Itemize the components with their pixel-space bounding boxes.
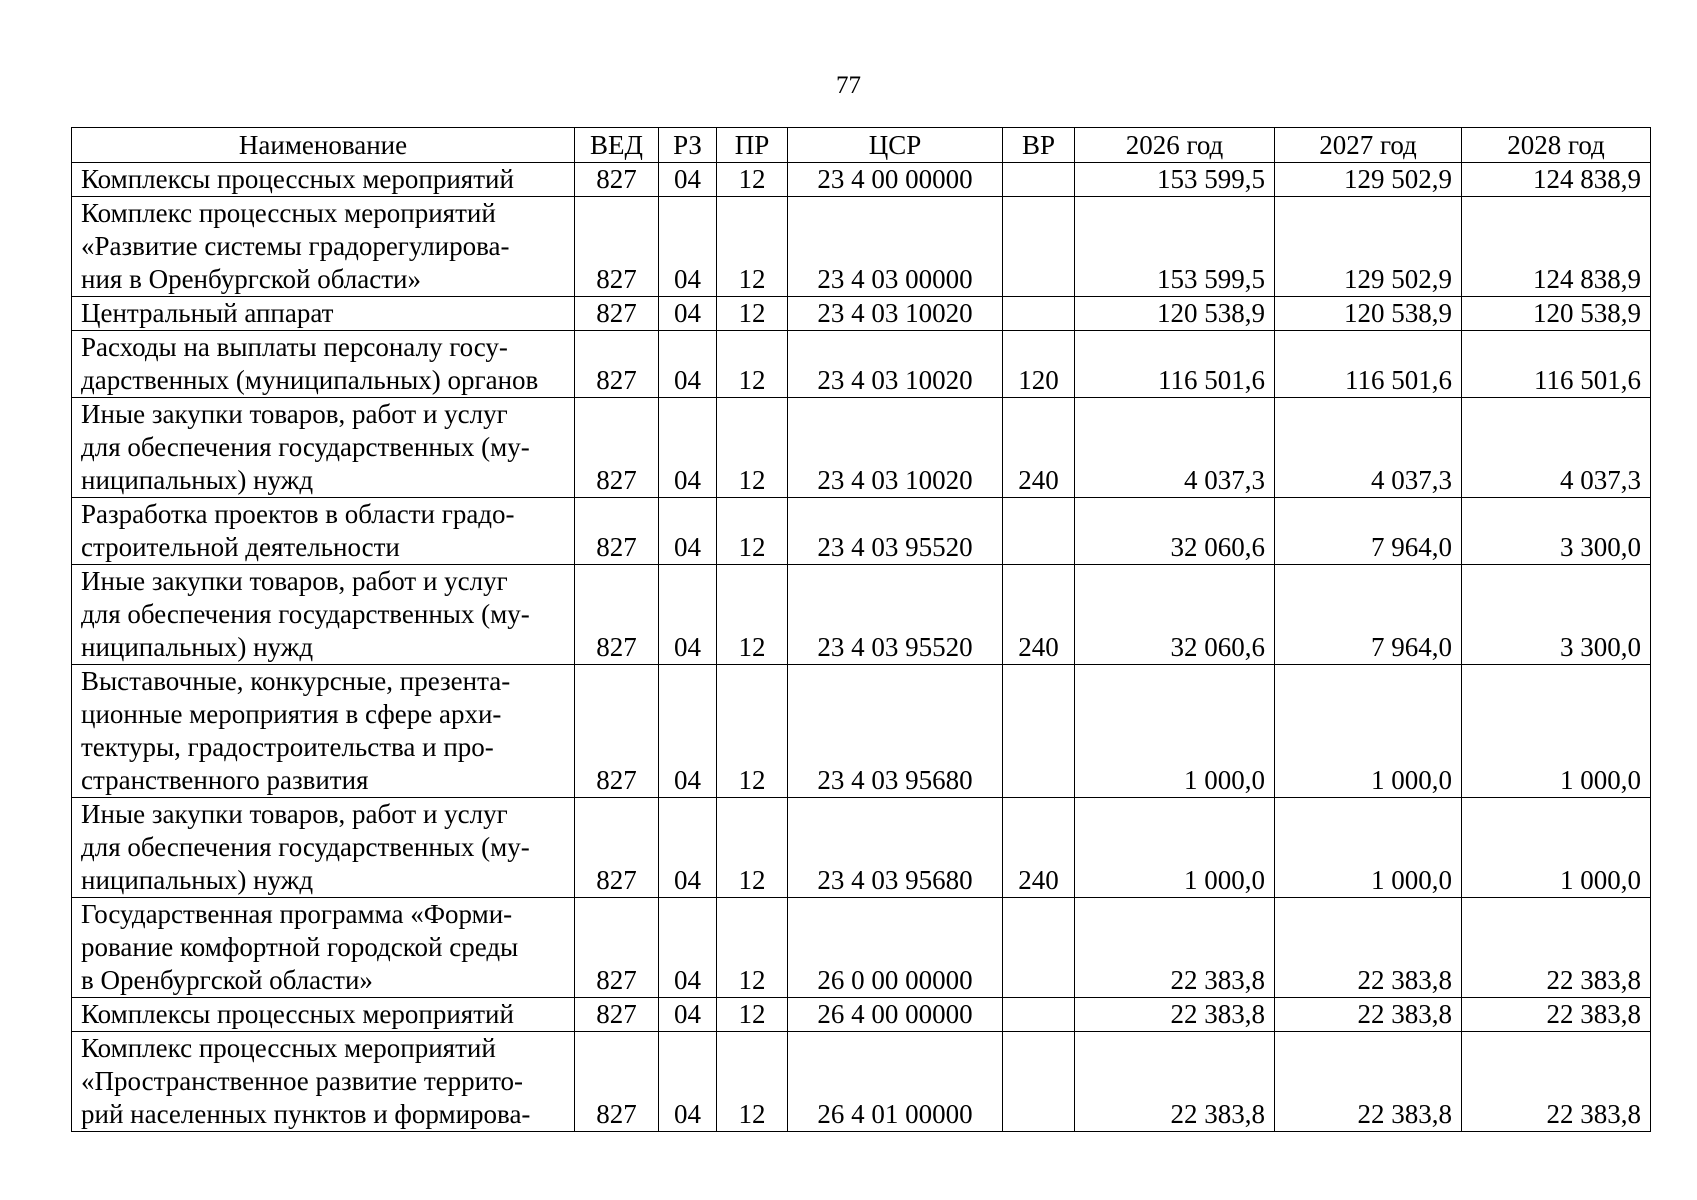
cell-2026: 22 383,8 (1075, 898, 1275, 998)
name-line: рование комфортной городской среды (81, 932, 519, 962)
cell-2028: 22 383,8 (1462, 1032, 1651, 1132)
cell-csr: 23 4 03 95520 (788, 565, 1003, 665)
header-2027: 2027 год (1275, 128, 1462, 163)
cell-pr: 12 (717, 197, 788, 297)
table-row (72, 331, 1651, 398)
cell-2027: 7 964,0 (1275, 565, 1462, 665)
table-row (72, 798, 1651, 898)
name-line: Иные закупки товаров, работ и услуг (81, 566, 508, 596)
cell-2026: 32 060,6 (1075, 565, 1275, 665)
cell-vr: 120 (1003, 331, 1075, 398)
cell-2028: 22 383,8 (1462, 898, 1651, 998)
header-name: Наименование (72, 128, 575, 163)
cell-rz: 04 (659, 898, 717, 998)
cell-2027: 120 538,9 (1275, 297, 1462, 331)
cell-ved: 827 (575, 565, 659, 665)
cell-ved: 827 (575, 331, 659, 398)
table-row (72, 398, 1651, 498)
name-line: Центральный аппарат (81, 298, 334, 328)
table-row (72, 998, 1651, 1032)
name-line: «Развитие системы градорегулирова- (81, 231, 510, 261)
name-line: Комплексы процессных мероприятий (81, 164, 514, 194)
name-line: для обеспечения государственных (му- (81, 432, 530, 462)
cell-2028: 22 383,8 (1462, 998, 1651, 1032)
cell-rz: 04 (659, 498, 717, 565)
header-2028: 2028 год (1462, 128, 1651, 163)
cell-2026: 120 538,9 (1075, 297, 1275, 331)
cell-2026: 22 383,8 (1075, 1032, 1275, 1132)
table-row (72, 498, 1651, 565)
cell-2028: 124 838,9 (1462, 197, 1651, 297)
cell-vr: 240 (1003, 398, 1075, 498)
cell-ved: 827 (575, 197, 659, 297)
cell-name (72, 398, 575, 498)
cell-rz: 04 (659, 197, 717, 297)
cell-name (72, 297, 575, 331)
cell-2027: 1 000,0 (1275, 665, 1462, 798)
cell-rz: 04 (659, 798, 717, 898)
name-line: строительной деятельности (81, 532, 400, 562)
name-line: Выставочные, конкурсные, презента- (81, 666, 511, 696)
cell-name (72, 163, 575, 197)
cell-csr: 23 4 03 00000 (788, 197, 1003, 297)
header-pr: ПР (717, 128, 788, 163)
cell-2027: 22 383,8 (1275, 998, 1462, 1032)
cell-rz: 04 (659, 565, 717, 665)
cell-2027: 129 502,9 (1275, 197, 1462, 297)
header-2026: 2026 год (1075, 128, 1275, 163)
table-header (72, 128, 1651, 163)
cell-pr: 12 (717, 398, 788, 498)
cell-2026: 1 000,0 (1075, 665, 1275, 798)
cell-csr: 26 4 00 00000 (788, 998, 1003, 1032)
table-body (72, 163, 1651, 1132)
cell-name (72, 498, 575, 565)
cell-2027: 129 502,9 (1275, 163, 1462, 197)
header-row (72, 128, 1651, 163)
name-line: Комплексы процессных мероприятий (81, 999, 514, 1029)
cell-2026: 153 599,5 (1075, 163, 1275, 197)
cell-csr: 23 4 03 10020 (788, 331, 1003, 398)
cell-vr (1003, 197, 1075, 297)
cell-2027: 116 501,6 (1275, 331, 1462, 398)
cell-pr: 12 (717, 565, 788, 665)
cell-ved: 827 (575, 798, 659, 898)
cell-2027: 22 383,8 (1275, 1032, 1462, 1132)
cell-csr: 23 4 00 00000 (788, 163, 1003, 197)
cell-pr: 12 (717, 798, 788, 898)
header-vr: ВР (1003, 128, 1075, 163)
cell-vr (1003, 163, 1075, 197)
cell-2028: 4 037,3 (1462, 398, 1651, 498)
cell-pr: 12 (717, 898, 788, 998)
cell-csr: 26 0 00 00000 (788, 898, 1003, 998)
table-row (72, 665, 1651, 798)
page-number: 77 (836, 72, 861, 99)
cell-rz: 04 (659, 398, 717, 498)
cell-vr (1003, 1032, 1075, 1132)
cell-csr: 23 4 03 95680 (788, 798, 1003, 898)
cell-2028: 3 300,0 (1462, 498, 1651, 565)
name-line: ниципальных) нужд (81, 632, 314, 662)
cell-rz: 04 (659, 331, 717, 398)
cell-ved: 827 (575, 498, 659, 565)
cell-2026: 32 060,6 (1075, 498, 1275, 565)
name-line: Комплекс процессных мероприятий (81, 198, 496, 228)
cell-name (72, 565, 575, 665)
cell-rz: 04 (659, 665, 717, 798)
cell-2028: 3 300,0 (1462, 565, 1651, 665)
cell-csr: 23 4 03 95680 (788, 665, 1003, 798)
name-line: ниципальных) нужд (81, 465, 314, 495)
cell-name (72, 331, 575, 398)
cell-pr: 12 (717, 331, 788, 398)
cell-2028: 1 000,0 (1462, 665, 1651, 798)
cell-csr: 23 4 03 10020 (788, 398, 1003, 498)
cell-vr: 240 (1003, 565, 1075, 665)
cell-name (72, 1032, 575, 1132)
table-row (72, 1032, 1651, 1132)
cell-2028: 124 838,9 (1462, 163, 1651, 197)
table-row (72, 898, 1651, 998)
name-line: Государственная программа «Форми- (81, 899, 513, 929)
name-line: Иные закупки товаров, работ и услуг (81, 399, 508, 429)
cell-vr (1003, 498, 1075, 565)
cell-vr (1003, 898, 1075, 998)
name-line: тектуры, градостроительства и про- (81, 732, 494, 762)
cell-ved: 827 (575, 898, 659, 998)
cell-ved: 827 (575, 998, 659, 1032)
cell-vr (1003, 297, 1075, 331)
cell-vr: 240 (1003, 798, 1075, 898)
cell-2026: 4 037,3 (1075, 398, 1275, 498)
name-line: Иные закупки товаров, работ и услуг (81, 799, 508, 829)
cell-name (72, 798, 575, 898)
name-line: для обеспечения государственных (му- (81, 832, 530, 862)
cell-rz: 04 (659, 297, 717, 331)
cell-pr: 12 (717, 1032, 788, 1132)
cell-2026: 1 000,0 (1075, 798, 1275, 898)
name-line: странственного развития (81, 765, 369, 795)
table-row (72, 197, 1651, 297)
name-line: в Оренбургской области» (81, 965, 373, 995)
cell-ved: 827 (575, 297, 659, 331)
header-ved: ВЕД (575, 128, 659, 163)
cell-rz: 04 (659, 998, 717, 1032)
name-line: Комплекс процессных мероприятий (81, 1033, 496, 1063)
cell-pr: 12 (717, 998, 788, 1032)
cell-2027: 1 000,0 (1275, 798, 1462, 898)
cell-2028: 116 501,6 (1462, 331, 1651, 398)
cell-ved: 827 (575, 1032, 659, 1132)
name-line: Расходы на выплаты персоналу госу- (81, 332, 508, 362)
cell-rz: 04 (659, 1032, 717, 1132)
cell-pr: 12 (717, 665, 788, 798)
cell-ved: 827 (575, 665, 659, 798)
table-row (72, 163, 1651, 197)
cell-pr: 12 (717, 498, 788, 565)
cell-csr: 23 4 03 95520 (788, 498, 1003, 565)
cell-2027: 22 383,8 (1275, 898, 1462, 998)
cell-name (72, 197, 575, 297)
cell-pr: 12 (717, 297, 788, 331)
cell-csr: 23 4 03 10020 (788, 297, 1003, 331)
name-line: ционные мероприятия в сфере архи- (81, 699, 502, 729)
cell-2026: 22 383,8 (1075, 998, 1275, 1032)
name-line: ниципальных) нужд (81, 865, 314, 895)
budget-table (71, 127, 1651, 1132)
cell-2028: 1 000,0 (1462, 798, 1651, 898)
cell-2026: 153 599,5 (1075, 197, 1275, 297)
cell-name (72, 998, 575, 1032)
cell-2026: 116 501,6 (1075, 331, 1275, 398)
name-line: ния в Оренбургской области» (81, 264, 421, 294)
name-line: рий населенных пунктов и формирова- (81, 1099, 531, 1129)
cell-2027: 7 964,0 (1275, 498, 1462, 565)
name-line: дарственных (муниципальных) органов (81, 365, 539, 395)
cell-name (72, 665, 575, 798)
header-rz: РЗ (659, 128, 717, 163)
cell-ved: 827 (575, 398, 659, 498)
cell-csr: 26 4 01 00000 (788, 1032, 1003, 1132)
cell-rz: 04 (659, 163, 717, 197)
cell-ved: 827 (575, 163, 659, 197)
cell-vr (1003, 665, 1075, 798)
name-line: «Пространственное развитие террито- (81, 1066, 524, 1096)
cell-2027: 4 037,3 (1275, 398, 1462, 498)
name-line: для обеспечения государственных (му- (81, 599, 530, 629)
table-row (72, 297, 1651, 331)
cell-vr (1003, 998, 1075, 1032)
table-row (72, 565, 1651, 665)
cell-pr: 12 (717, 163, 788, 197)
name-line: Разработка проектов в области градо- (81, 499, 515, 529)
header-csr: ЦСР (788, 128, 1003, 163)
cell-2028: 120 538,9 (1462, 297, 1651, 331)
cell-name (72, 898, 575, 998)
